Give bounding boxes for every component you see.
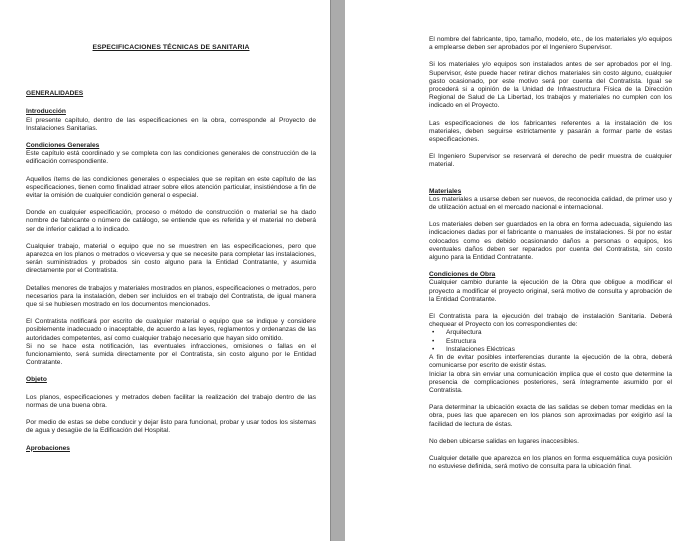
- subheading-introduccion: Introducción: [26, 108, 66, 116]
- section-condiciones-generales: [26, 142, 316, 367]
- paragraph: Los materiales deben ser guardados en la obra en forma adecuada, siguiendo las indicaciones dadas por el fabricante o manuales de instalaciones. Si por no estar colocados como es debido ocasionando daños a personas o equipos, los eventuales daños deben ser reparados por cuenta del Contratista, sin costo alguno para la Entidad Contratante.: [429, 221, 672, 262]
- section-condiciones-de-obra: [429, 271, 672, 471]
- paragraph: Por medio de estas se debe conducir y dejar listo para funcional, probar y usar todos los sistemas de agua y desagüe de la Edificación del Hospital.: [26, 419, 316, 435]
- paragraph: Cualquier trabajo, material o equipo que no se muestren en las especificaciones, pero que aparezca en los planos o metrados o viceversa y que se necesite para completar las instalaciones, serán suministrados y probados sin costo alguno para la Entidad Contratante, y asumida directamente por el Contratista.: [26, 242, 316, 275]
- paragraph: Para determinar la ubicación exacta de las salidas se deben tomar medidas en la obra, pues las que aparecen en los planos son aproximadas por exigirlo así la facilidad de lectura de éstas.: [429, 404, 672, 428]
- list-item: • Estructura: [429, 338, 672, 346]
- subheading-condiciones-de-obra: Condiciones de Obra: [429, 271, 496, 279]
- paragraph: Este capítulo está coordinado y se completa con las condiciones generales de construcción de la edificación correspondiente.: [26, 150, 316, 166]
- section-introduccion: [26, 108, 316, 133]
- paragraph: Las especificaciones de los fabricantes referentes a la instalación de los materiales, deben seguirse estrictamente y pasarán a formar parte de estas especificaciones.: [429, 119, 672, 144]
- paragraph: El Contratista para la ejecución del trabajo de instalación Sanitaria. Deberá chequear el Proyecto con los correspondientes de:: [429, 313, 672, 329]
- paragraph: Los planos, especificaciones y metrados deben facilitar la realización del trabajo dentro de las normas de una buena obra.: [26, 393, 316, 409]
- paragraph: A fin de evitar posibles interferencias durante la ejecución de la obra, deberá comunicarse por escrito de existir éstas.: [429, 354, 672, 370]
- paragraph: Si no se hace esta notificación, las eventuales infracciones, omisiones o fallas en el funcionamiento, será sumida directamente por el Contratista, sin costo alguno por le Entidad Contratante.: [26, 342, 316, 367]
- paragraph: Los materiales a usarse deben ser nuevos, de reconocida calidad, de primer uso y de utilización actual en el mercado nacional e internacional.: [429, 195, 672, 212]
- bullet-list: [429, 329, 672, 354]
- subheading-objeto: Objeto: [26, 376, 47, 384]
- document-page-right: [345, 0, 682, 541]
- document-page-left: [0, 0, 330, 541]
- paragraph: El nombre del fabricante, tipo, tamaño, modelo, etc., de los materiales y/o equipos a emplearse deben ser aprobados por el Ingeniero Supervisor.: [429, 36, 672, 52]
- section-heading-generalidades: GENERALIDADES: [26, 90, 84, 98]
- paragraph: Aquellos ítems de las condiciones generales o especiales que se repitan en este capítulo de las especificaciones, tienen como finalidad atraer sobre ellos atención particular, insistiéndose a fin de evitar la omisión de cualquier condición general o especial.: [26, 175, 316, 200]
- paragraph: El Contratista notificará por escrito de cualquier material o equipo que se indique y considere posiblemente inadecuado o inaceptable, de acuerdo a las leyes, reglamentos y ordenanzas de las autoridades competentes, así como cualquier trabajo necesario que hayan sido omitido.: [26, 318, 316, 342]
- paragraph: Detalles menores de trabajos y materiales mostrados en planos, especificaciones o metrados, pero necesarios para la instalación, deben ser incluidos en el trabajo del Contratista, de igual manera que si se hubiesen mostrado en los documentos mencionados.: [26, 284, 316, 309]
- paragraph: Donde en cualquier especificación, proceso o método de construcción o material se ha dado nombre de fabricante o número de catálogo, se entiende que es referida y el material no deberá ser de inferior calidad a lo indicado.: [26, 209, 316, 233]
- paragraph: El Ingeniero Supervisor se reservará el derecho de pedir muestra de cualquier material.: [429, 153, 672, 169]
- paragraph: Iniciar la obra sin enviar una comunicación implica que el costo que determine la presencia de complicaciones posteriores, será íntegramente asumido por el Contratista.: [429, 370, 672, 394]
- paragraph: Cualquier detalle que aparezca en los planos en forma esquemática cuya posición no estuviese definida, será motivo de consulta para la ubicación final.: [429, 454, 672, 471]
- subheading-aprobaciones: Aprobaciones: [26, 444, 70, 452]
- paragraph: Cualquier cambio durante la ejecución de la Obra que obligue a modificar el proyecto a modificar el proyecto original, será motivo de consulta y aprobación de la Entidad Contratante.: [429, 279, 672, 303]
- paragraph: Si los materiales y/o equipos son instalados antes de ser aprobados por el Ing. Supervisor, éste puede hacer retirar dichos materiales sin costo alguno, cualquier gasto ocasionado, por este motivo será por cuenta del Contratista. Igual se procederá si a opinión de la Unidad de Infraestructura Física de la Dirección Regional de Salud de La Libertad, los trabajos y materiales no cumplen con los indicado en el Proyecto.: [429, 61, 672, 110]
- paragraph: El presente capítulo, dentro de las especificaciones en la obra, corresponde al Proyecto de Instalaciones Sanitarias.: [26, 116, 316, 132]
- document-title: ESPECIFICACIONES TÉCNICAS DE SANITARIA: [92, 44, 250, 51]
- paragraph: No deben ubicarse salidas en lugares inaccesibles.: [429, 437, 579, 445]
- section-materiales: [429, 188, 672, 263]
- section-objeto: [26, 376, 316, 435]
- subheading-materiales: Materiales: [429, 187, 462, 195]
- subheading-condiciones-generales: Condiciones Generales: [26, 142, 100, 150]
- page-edge-left: [330, 0, 331, 541]
- list-item: • Arquitectura: [429, 329, 672, 337]
- list-item: • Instalaciones Eléctricas: [429, 346, 672, 354]
